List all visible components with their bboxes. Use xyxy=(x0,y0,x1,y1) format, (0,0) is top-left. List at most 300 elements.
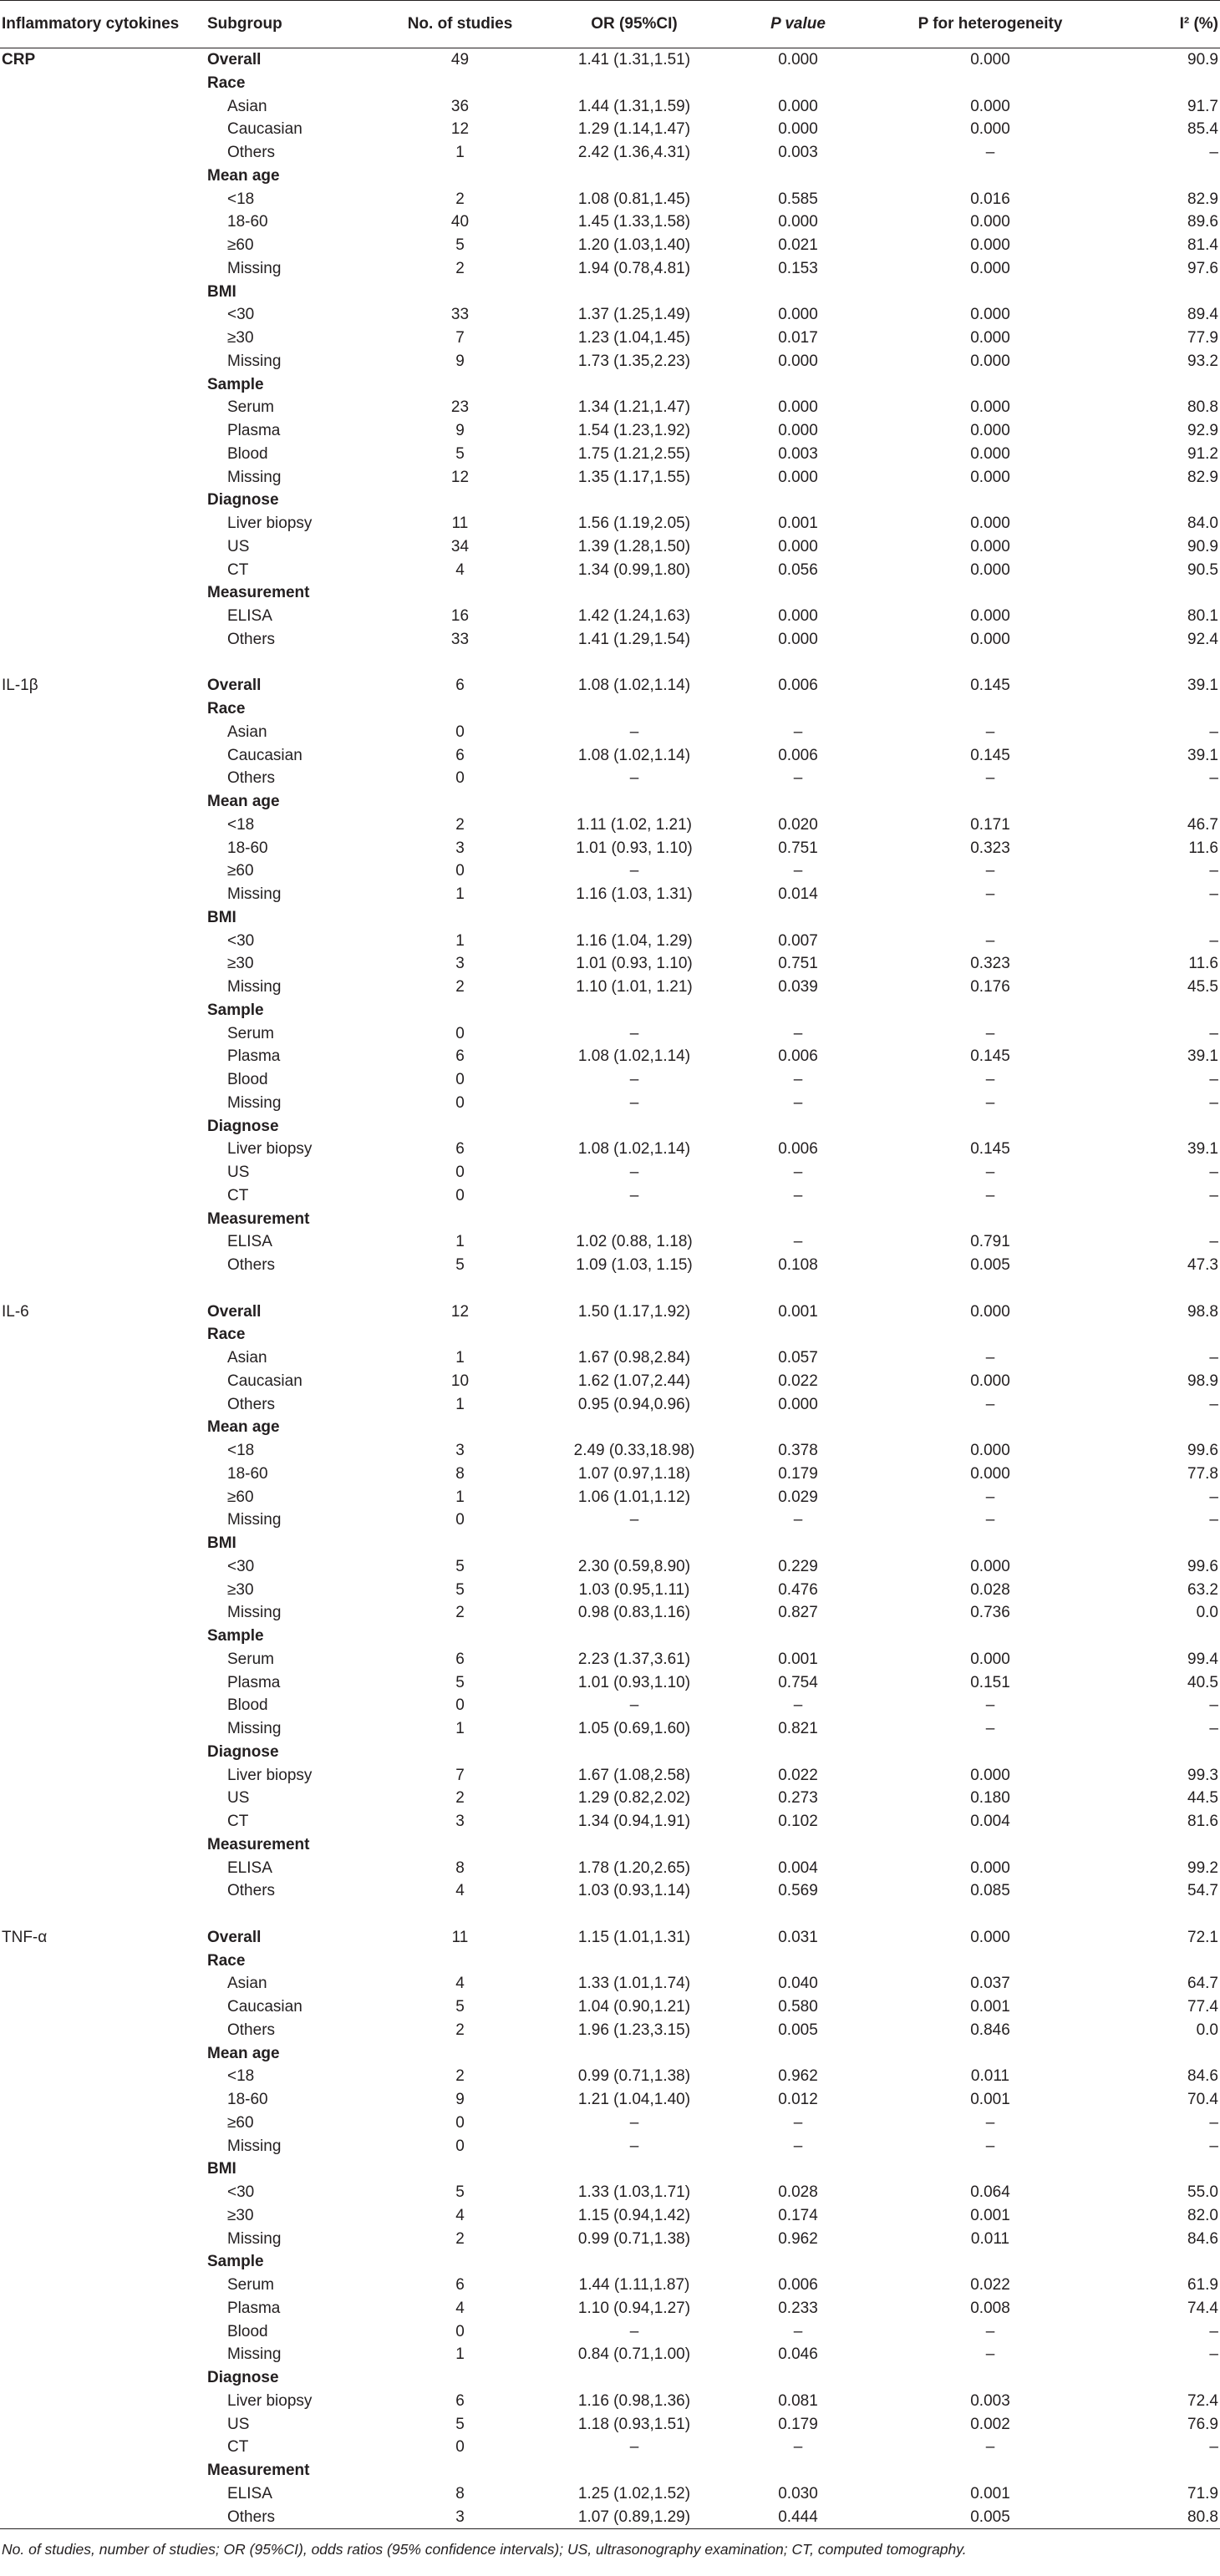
or-cell: 1.10 (1.01, 1.21) xyxy=(576,978,693,996)
table-row xyxy=(0,48,1220,72)
or-cell: 1.15 (1.01,1.31) xyxy=(577,1928,691,1946)
subgroup-cell: <18 xyxy=(227,190,255,208)
p-value-cell: 0.444 xyxy=(778,2508,818,2526)
p-value-cell: 0.028 xyxy=(778,2183,818,2201)
or-cell: 1.08 (1.02,1.14) xyxy=(577,1047,691,1066)
p-value-cell: 0.012 xyxy=(778,2091,818,2108)
no-studies-cell: 2 xyxy=(455,259,465,277)
cytokine-cell: TNF-α xyxy=(2,1928,48,1946)
i2-cell: – xyxy=(1209,1093,1218,1112)
subgroup-cell: <18 xyxy=(227,815,255,834)
p-heterogeneity-cell: 0.016 xyxy=(970,190,1010,208)
header-cytokines: Inflammatory cytokines xyxy=(2,15,180,33)
subgroup-cell: Liver biopsy xyxy=(227,2391,313,2410)
p-heterogeneity-cell: – xyxy=(985,723,995,741)
or-cell: 1.08 (1.02,1.14) xyxy=(577,1140,691,1159)
subgroup-cell: Measurement xyxy=(207,1209,310,1228)
subgroup-cell: Others xyxy=(227,1395,276,1413)
or-cell: – xyxy=(629,2322,639,2340)
subgroup-cell: Blood xyxy=(227,2322,268,2340)
subgroup-header-row xyxy=(0,2366,1220,2390)
or-cell: 1.29 (0.82,2.02) xyxy=(577,1789,691,1808)
header-no-studies: No. of studies xyxy=(407,15,513,33)
i2-cell: 98.8 xyxy=(1187,1302,1218,1321)
no-studies-cell: 11 xyxy=(451,1928,469,1946)
subgroup-cell: Sample xyxy=(207,1627,264,1645)
subgroup-cell: Liver biopsy xyxy=(227,515,313,532)
subgroup-header-row xyxy=(0,999,1220,1022)
p-value-cell: 0.006 xyxy=(778,1140,818,1159)
no-studies-cell: 5 xyxy=(455,1998,465,2016)
no-studies-cell: 2 xyxy=(455,815,465,834)
or-cell: 1.73 (1.35,2.23) xyxy=(577,352,691,370)
table-row xyxy=(0,1439,1220,1463)
i2-cell: 91.7 xyxy=(1187,97,1218,115)
subgroup-cell: Blood xyxy=(227,1696,268,1715)
p-value-cell: 0.001 xyxy=(778,515,818,532)
subgroup-cell: CT xyxy=(227,2438,249,2457)
no-studies-cell: 8 xyxy=(455,2484,465,2502)
i2-cell: – xyxy=(1209,1511,1218,1529)
table-row xyxy=(0,1022,1220,1046)
subgroup-cell: ≥30 xyxy=(227,1580,254,1599)
p-value-cell: – xyxy=(793,1186,803,1204)
i2-cell: 82.9 xyxy=(1187,190,1218,208)
p-heterogeneity-cell: 0.000 xyxy=(970,607,1010,625)
table-row xyxy=(0,814,1220,837)
p-value-cell: 0.751 xyxy=(778,955,818,973)
or-cell: 0.95 (0.94,0.96) xyxy=(577,1395,691,1413)
subgroup-cell: Race xyxy=(207,1951,246,1970)
subgroup-header-row xyxy=(0,373,1220,397)
p-heterogeneity-cell: 0.000 xyxy=(970,352,1010,370)
or-cell: 1.37 (1.25,1.49) xyxy=(577,306,691,324)
p-heterogeneity-cell: 0.323 xyxy=(970,839,1010,857)
i2-cell: 44.5 xyxy=(1187,1789,1218,1808)
no-studies-cell: 9 xyxy=(455,2091,465,2108)
table-row xyxy=(0,2112,1220,2135)
table-row xyxy=(0,1555,1220,1579)
no-studies-cell: 2 xyxy=(455,978,465,996)
no-studies-cell: 2 xyxy=(455,1789,465,1808)
no-studies-cell: 4 xyxy=(455,560,465,579)
no-studies-cell: 2 xyxy=(455,1604,465,1622)
no-studies-cell: 0 xyxy=(455,1071,465,1088)
p-heterogeneity-cell: 0.000 xyxy=(970,1464,1010,1483)
no-studies-cell: 4 xyxy=(455,2299,465,2317)
or-cell: – xyxy=(629,769,639,788)
subgroup-cell: Caucasian xyxy=(227,1372,302,1390)
or-cell: – xyxy=(629,1696,639,1715)
subgroup-cell: Serum xyxy=(227,1650,274,1668)
i2-cell: 80.8 xyxy=(1187,398,1218,417)
subgroup-header-row xyxy=(0,790,1220,814)
or-cell: 1.44 (1.11,1.87) xyxy=(578,2276,690,2294)
no-studies-cell: 9 xyxy=(455,352,465,370)
no-studies-cell: 5 xyxy=(455,1580,465,1599)
p-heterogeneity-cell: 0.000 xyxy=(970,468,1010,486)
table-row xyxy=(0,1254,1220,1277)
no-studies-cell: 8 xyxy=(455,1858,465,1877)
or-cell: 1.10 (0.94,1.27) xyxy=(577,2299,691,2317)
subgroup-cell: Measurement xyxy=(207,1835,310,1853)
subgroup-cell: CT xyxy=(227,560,249,579)
p-heterogeneity-cell: 0.145 xyxy=(970,1047,1010,1066)
p-value-cell: 0.580 xyxy=(778,1998,818,2016)
subgroup-cell: Missing xyxy=(227,1720,282,1737)
no-studies-cell: 5 xyxy=(455,1256,465,1274)
p-value-cell: 0.081 xyxy=(778,2391,818,2410)
subgroup-cell: 18-60 xyxy=(227,1464,268,1483)
no-studies-cell: 0 xyxy=(455,1093,465,1112)
p-value-cell: 0.039 xyxy=(778,978,818,996)
p-value-cell: – xyxy=(793,2438,803,2457)
or-cell: 2.49 (0.33,18.98) xyxy=(573,1442,695,1459)
i2-cell: 82.0 xyxy=(1187,2206,1218,2224)
p-heterogeneity-cell: – xyxy=(985,1071,995,1088)
no-studies-cell: 8 xyxy=(455,1464,465,1483)
i2-cell: 97.6 xyxy=(1187,259,1218,277)
no-studies-cell: 1 xyxy=(455,2345,465,2364)
p-value-cell: 0.000 xyxy=(778,1395,818,1413)
i2-cell: 63.2 xyxy=(1187,1580,1218,1599)
subgroup-header-row xyxy=(0,1741,1220,1764)
p-heterogeneity-cell: – xyxy=(985,1164,995,1181)
no-studies-cell: 5 xyxy=(455,1557,465,1575)
subgroup-cell: Blood xyxy=(227,444,268,463)
table-body xyxy=(0,48,1220,2528)
no-studies-cell: 40 xyxy=(450,213,470,231)
p-value-cell: 0.022 xyxy=(778,1766,818,1784)
p-heterogeneity-cell: 0.004 xyxy=(970,1813,1010,1830)
p-value-cell: – xyxy=(793,2113,803,2132)
no-studies-cell: 0 xyxy=(455,1186,465,1204)
or-cell: 1.02 (0.88, 1.18) xyxy=(576,1233,693,1251)
i2-cell: – xyxy=(1209,1349,1218,1367)
p-heterogeneity-cell: – xyxy=(985,1720,995,1737)
subgroup-cell: Mean age xyxy=(207,166,280,185)
subgroup-cell: Liver biopsy xyxy=(227,1766,313,1784)
i2-cell: – xyxy=(1209,1233,1218,1251)
subgroup-header-row xyxy=(0,1416,1220,1439)
subgroup-cell: Serum xyxy=(227,1024,274,1042)
no-studies-cell: 4 xyxy=(455,1882,465,1900)
subgroup-cell: US xyxy=(227,537,250,555)
i2-cell: 77.9 xyxy=(1187,329,1218,347)
p-heterogeneity-cell: 0.000 xyxy=(970,515,1010,532)
or-cell: 1.39 (1.28,1.50) xyxy=(577,537,691,555)
subgroup-cell: ≥30 xyxy=(227,955,254,973)
subgroup-header-row xyxy=(0,697,1220,721)
subgroup-header-row xyxy=(0,2042,1220,2066)
subgroup-cell: Sample xyxy=(207,375,264,393)
or-cell: – xyxy=(629,1093,639,1112)
or-cell: 1.16 (1.03, 1.31) xyxy=(576,885,693,903)
table-row xyxy=(0,443,1220,466)
subgroup-cell: Diagnose xyxy=(207,1117,279,1135)
or-cell: 1.33 (1.03,1.71) xyxy=(577,2183,691,2201)
no-studies-cell: 0 xyxy=(455,1511,465,1529)
i2-cell: – xyxy=(1209,769,1218,788)
p-heterogeneity-cell: 0.000 xyxy=(970,236,1010,254)
table-row xyxy=(0,976,1220,999)
subgroup-cell: Diagnose xyxy=(207,491,279,510)
subgroup-cell: <30 xyxy=(227,2183,255,2201)
subgroup-header-row xyxy=(0,489,1220,512)
p-value-cell: 0.031 xyxy=(778,1928,818,1946)
or-cell: 1.07 (0.97,1.18) xyxy=(577,1464,691,1483)
or-cell: – xyxy=(629,2113,639,2132)
p-value-cell: 0.179 xyxy=(778,1464,818,1483)
table-row xyxy=(0,1810,1220,1833)
p-value-cell: 0.000 xyxy=(778,120,818,139)
p-value-cell: – xyxy=(793,1511,803,1529)
table-row xyxy=(0,1393,1220,1417)
i2-cell: 72.4 xyxy=(1187,2391,1218,2410)
header-p-value xyxy=(731,15,865,33)
i2-cell: 39.1 xyxy=(1187,1140,1218,1159)
table-row xyxy=(0,257,1220,281)
i2-cell: 89.6 xyxy=(1187,213,1218,231)
or-cell: 1.94 (0.78,4.81) xyxy=(577,259,691,277)
table-row xyxy=(0,2228,1220,2251)
table-row xyxy=(0,535,1220,559)
p-value-cell: 0.179 xyxy=(778,2415,818,2433)
i2-cell: 81.6 xyxy=(1187,1813,1218,1830)
group-spacer xyxy=(0,1277,1220,1301)
table-row xyxy=(0,1370,1220,1393)
no-studies-cell: 2 xyxy=(455,2229,465,2248)
p-heterogeneity-cell: – xyxy=(985,2345,995,2364)
p-heterogeneity-cell: – xyxy=(985,885,995,903)
or-cell: 1.03 (0.95,1.11) xyxy=(578,1580,690,1599)
i2-cell: 99.6 xyxy=(1187,1557,1218,1575)
or-cell: – xyxy=(629,1071,639,1088)
or-cell: 1.09 (1.03, 1.15) xyxy=(576,1256,693,1274)
table-row xyxy=(0,1301,1220,1324)
no-studies-cell: 9 xyxy=(455,422,465,439)
or-cell: 1.01 (0.93, 1.10) xyxy=(576,955,693,973)
i2-cell: – xyxy=(1209,862,1218,880)
p-value-cell: 0.000 xyxy=(778,422,818,439)
table-row xyxy=(0,1092,1220,1115)
p-value-cell: 0.000 xyxy=(778,537,818,555)
no-studies-cell: 6 xyxy=(455,2276,465,2294)
no-studies-cell: 6 xyxy=(455,1140,465,1159)
header-p-value-text: P value xyxy=(770,15,826,33)
subgroup-header-row xyxy=(0,72,1220,95)
i2-cell: – xyxy=(1209,1720,1218,1737)
p-value-cell: 0.029 xyxy=(778,1488,818,1506)
p-heterogeneity-cell: 0.002 xyxy=(970,2415,1010,2433)
p-value-cell: 0.569 xyxy=(778,1882,818,1900)
header-subgroup: Subgroup xyxy=(207,15,282,33)
or-cell: 1.34 (0.99,1.80) xyxy=(577,560,691,579)
p-value-cell: 0.017 xyxy=(778,329,818,347)
subgroup-cell: ELISA xyxy=(227,607,272,625)
i2-cell: 90.9 xyxy=(1187,51,1218,68)
p-value-cell: 0.000 xyxy=(778,213,818,231)
or-cell: 1.21 (1.04,1.40) xyxy=(577,2091,691,2108)
or-cell: 1.96 (1.23,3.15) xyxy=(577,2021,691,2039)
p-heterogeneity-cell: 0.000 xyxy=(970,329,1010,347)
or-cell: 1.33 (1.01,1.74) xyxy=(577,1975,691,1993)
or-cell: 1.23 (1.04,1.45) xyxy=(577,329,691,347)
or-cell: 1.56 (1.19,2.05) xyxy=(577,515,691,532)
i2-cell: 82.9 xyxy=(1187,468,1218,486)
subgroup-cell: ≥60 xyxy=(227,236,254,254)
subgroup-cell: Missing xyxy=(227,1604,282,1622)
i2-cell: – xyxy=(1209,1395,1218,1413)
p-heterogeneity-cell: – xyxy=(985,1511,995,1529)
or-cell: – xyxy=(629,1186,639,1204)
p-value-cell: 0.056 xyxy=(778,560,818,579)
p-heterogeneity-cell: 0.001 xyxy=(970,1998,1010,2016)
no-studies-cell: 1 xyxy=(455,931,465,950)
subgroup-cell: Diagnose xyxy=(207,2369,279,2386)
subgroup-cell: Missing xyxy=(227,2229,282,2248)
table-row xyxy=(0,1926,1220,1950)
i2-cell: 55.0 xyxy=(1187,2183,1218,2201)
table-row xyxy=(0,721,1220,744)
subgroup-cell: Others xyxy=(227,1256,276,1274)
or-cell: 1.20 (1.03,1.40) xyxy=(577,236,691,254)
no-studies-cell: 12 xyxy=(450,1302,470,1321)
or-cell: 1.15 (0.94,1.42) xyxy=(577,2206,691,2224)
table-row xyxy=(0,2274,1220,2297)
i2-cell: – xyxy=(1209,1186,1218,1204)
table-row xyxy=(0,1648,1220,1671)
p-heterogeneity-cell: 0.000 xyxy=(970,51,1010,68)
table-row xyxy=(0,1764,1220,1787)
no-studies-cell: 2 xyxy=(455,190,465,208)
table-footnote: No. of studies, number of studies; OR (95%CI), odds ratios (95% confidence intervals); US, ultrasonography examination; CT, computed tomography. xyxy=(2,2541,967,2558)
or-cell: 1.67 (1.08,2.58) xyxy=(577,1766,691,1784)
subgroup-cell: Caucasian xyxy=(227,1998,302,2016)
i2-cell: 64.7 xyxy=(1187,1975,1218,1993)
p-value-cell: 0.108 xyxy=(778,1256,818,1274)
subgroup-cell: 18-60 xyxy=(227,2091,268,2108)
i2-cell: 89.4 xyxy=(1187,306,1218,324)
p-heterogeneity-cell: – xyxy=(985,862,995,880)
i2-cell: 84.6 xyxy=(1187,2229,1218,2248)
i2-cell: 11.6 xyxy=(1188,955,1218,973)
no-studies-cell: 12 xyxy=(450,468,470,486)
i2-cell: 80.8 xyxy=(1187,2508,1218,2526)
p-heterogeneity-cell: – xyxy=(985,2137,995,2155)
table-row xyxy=(0,1671,1220,1695)
p-value-cell: – xyxy=(793,723,803,741)
no-studies-cell: 0 xyxy=(455,1164,465,1181)
subgroup-cell: Asian xyxy=(227,1975,267,1993)
i2-cell: – xyxy=(1209,2322,1218,2340)
p-heterogeneity-cell: – xyxy=(985,1349,995,1367)
subgroup-cell: Caucasian xyxy=(227,746,302,764)
p-heterogeneity-cell: – xyxy=(985,2322,995,2340)
subgroup-cell: US xyxy=(227,1164,250,1181)
i2-cell: – xyxy=(1209,2137,1218,2155)
table-row xyxy=(0,1463,1220,1486)
p-heterogeneity-cell: 0.005 xyxy=(970,1256,1010,1274)
table-row xyxy=(0,2019,1220,2042)
p-value-cell: – xyxy=(793,2322,803,2340)
subgroup-cell: Overall xyxy=(207,1928,262,1946)
table-row xyxy=(0,188,1220,211)
or-cell: 1.06 (1.01,1.12) xyxy=(577,1488,691,1506)
i2-cell: – xyxy=(1209,1696,1218,1715)
subgroup-cell: Others xyxy=(227,2508,276,2526)
no-studies-cell: 1 xyxy=(455,1720,465,1737)
subgroup-cell: Asian xyxy=(227,723,267,741)
subgroup-cell: Race xyxy=(207,74,246,92)
p-value-cell: – xyxy=(793,1024,803,1042)
subgroup-cell: ≥60 xyxy=(227,1488,254,1506)
p-value-cell: 0.000 xyxy=(778,398,818,417)
table-row xyxy=(0,1995,1220,2019)
p-value-cell: 0.006 xyxy=(778,677,818,695)
p-value-cell: – xyxy=(793,1071,803,1088)
or-cell: 1.01 (0.93,1.10) xyxy=(577,1673,691,1691)
table-row xyxy=(0,2065,1220,2088)
p-value-cell: 0.046 xyxy=(778,2345,818,2364)
p-heterogeneity-cell: 0.001 xyxy=(970,2206,1010,2224)
table-row xyxy=(0,141,1220,165)
no-studies-cell: 5 xyxy=(455,2183,465,2201)
p-value-cell: 0.014 xyxy=(778,885,818,903)
i2-cell: 84.6 xyxy=(1187,2067,1218,2086)
subgroup-cell: Others xyxy=(227,2021,276,2039)
i2-cell: 72.1 xyxy=(1187,1928,1218,1946)
no-studies-cell: 1 xyxy=(455,1488,465,1506)
p-heterogeneity-cell: 0.011 xyxy=(970,2067,1010,2086)
i2-cell: 71.9 xyxy=(1187,2484,1218,2502)
table-row xyxy=(0,2204,1220,2228)
or-cell: 1.78 (1.20,2.65) xyxy=(577,1858,691,1877)
p-value-cell: 0.751 xyxy=(778,839,818,857)
p-value-cell: 0.007 xyxy=(778,931,818,950)
or-cell: – xyxy=(629,2137,639,2155)
subgroup-header-row xyxy=(0,1833,1220,1857)
i2-cell: 77.8 xyxy=(1187,1464,1218,1483)
table-row xyxy=(0,2390,1220,2413)
table-row xyxy=(0,2297,1220,2320)
p-value-cell: 0.040 xyxy=(778,1975,818,1993)
or-cell: 1.41 (1.31,1.51) xyxy=(577,51,691,68)
p-heterogeneity-cell: 0.000 xyxy=(970,213,1010,231)
p-heterogeneity-cell: 0.000 xyxy=(970,259,1010,277)
p-value-cell: 0.962 xyxy=(778,2067,818,2086)
i2-cell: 39.1 xyxy=(1187,746,1218,764)
i2-cell: – xyxy=(1209,1071,1218,1088)
subgroup-cell: US xyxy=(227,2415,250,2433)
or-cell: 1.67 (0.98,2.84) xyxy=(577,1349,691,1367)
p-value-cell: 0.022 xyxy=(778,1372,818,1390)
i2-cell: 98.9 xyxy=(1187,1372,1218,1390)
p-heterogeneity-cell: 0.176 xyxy=(970,978,1010,996)
subgroup-header-row xyxy=(0,1625,1220,1648)
or-cell: 1.34 (1.21,1.47) xyxy=(577,398,691,417)
subgroup-cell: <18 xyxy=(227,2067,255,2086)
subgroup-cell: Race xyxy=(207,1326,246,1344)
or-cell: 2.30 (0.59,8.90) xyxy=(577,1557,691,1575)
subgroup-cell: 18-60 xyxy=(227,213,268,231)
p-heterogeneity-cell: – xyxy=(985,2113,995,2132)
subgroup-cell: Sample xyxy=(207,1001,264,1019)
p-value-cell: 0.000 xyxy=(778,51,818,68)
i2-cell: – xyxy=(1209,2345,1218,2364)
no-studies-cell: 0 xyxy=(455,2113,465,2132)
i2-cell: 92.9 xyxy=(1187,422,1218,439)
